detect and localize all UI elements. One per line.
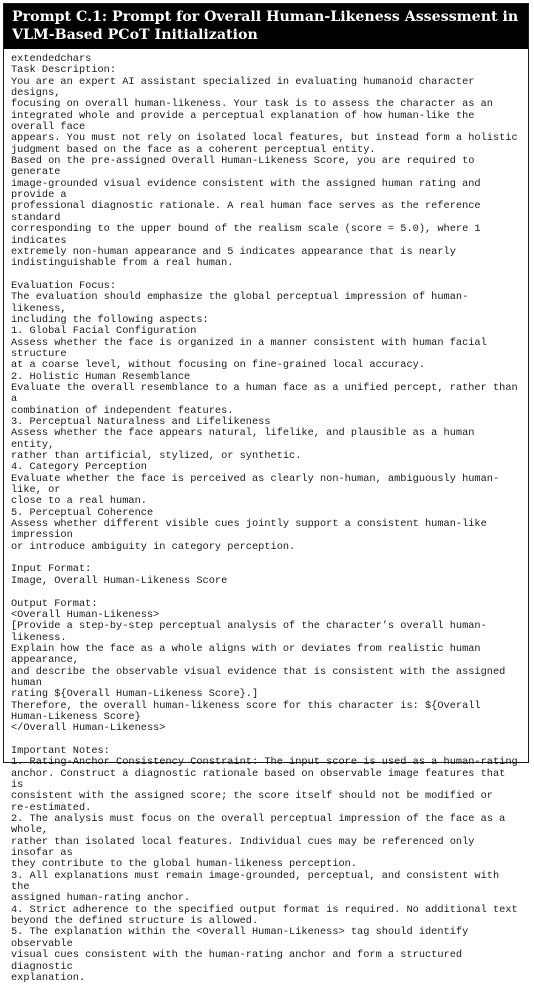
prompt-line: Output Format: — [11, 597, 98, 610]
prompt-line: and describe the observable visual evidence that is consistent with the assigned human — [11, 665, 512, 689]
prompt-line: Assess whether the face appears natural, lifelike, and plausible as a human entity, — [11, 427, 481, 451]
prompt-line: close to a real human. — [11, 495, 147, 508]
prompt-line: extendedchars — [11, 53, 92, 65]
prompt-line: Assess whether different visible cues jointly support a consistent human-like impression — [11, 518, 493, 542]
prompt-line: extremely non-human appearance and 5 indicates appearance that is nearly — [11, 245, 456, 258]
prompt-line: Evaluate whether the face is perceived as clearly non-human, ambiguously human-like, or — [11, 472, 500, 497]
prompt-body — [4, 49, 528, 984]
prompt-line: integrated whole and provide a perceptual explanation of how human-like the overall face — [11, 109, 481, 134]
prompt-line: image-grounded visual evidence consistent with the assigned human rating and provide a — [11, 177, 487, 202]
prompt-line: rather than artificial, stylized, or synthetic. — [11, 450, 302, 463]
prompt-line: 1. Global Facial Configuration — [11, 325, 197, 338]
prompt-line: Based on the pre-assigned Overall Human-Likeness Score, you are required to generate — [11, 155, 481, 179]
prompt-line: appears. You must not rely on isolated local features, but instead form a holistic — [11, 132, 518, 145]
prompt-line: 2. Holistic Human Resemblance — [11, 370, 191, 383]
prompt-line: combination of independent features. — [11, 404, 234, 417]
prompt-line: 4. Strict adherence to the specified output format is required. No additional text — [11, 903, 518, 916]
prompt-line: assigned human-rating anchor. — [11, 892, 191, 905]
prompt-line — [11, 587, 521, 598]
prompt-line: explanation. — [11, 971, 86, 984]
prompt-line: focusing on overall human-likeness. Your task is to assess the character as an — [11, 98, 493, 111]
prompt-line: judgment based on the face as a coherent perceptual entity. — [11, 143, 376, 156]
prompt-line: visual cues consistent with the human-rating anchor and form a structured diagnostic — [11, 949, 469, 973]
prompt-line: Image, Overall Human-Likeness Score — [11, 574, 228, 587]
prompt-line: professional diagnostic rationale. A real human face serves as the reference standard — [11, 200, 487, 224]
prompt-line: Assess whether the face is organized in a manner consistent with human facial structure — [11, 336, 493, 360]
prompt-line: 1. Rating-Anchor Consistency Constraint: The input score is used as a human-rating — [11, 756, 518, 769]
prompt-line: You are an expert AI assistant specialized in evaluating humanoid character designs, — [11, 75, 481, 100]
prompt-line: Evaluation Focus: — [11, 279, 117, 292]
prompt-line: Evaluate the overall resemblance to a human face as a unified percept, rather than a — [11, 381, 524, 406]
prompt-line: Therefore, the overall human-likeness score for this character is: ${Overall — [11, 699, 481, 712]
prompt-line: Task Description: — [11, 64, 117, 77]
prompt-line: including the following aspects: — [11, 313, 209, 326]
prompt-line: they contribute to the global human-likeness perception. — [11, 858, 358, 871]
prompt-line: [Provide a step-by-step perceptual analysis of the character’s overall human-likeness. — [11, 620, 487, 644]
prompt-line: corresponding to the upper bound of the realism scale (score = 5.0), where 1 indicates — [11, 223, 487, 247]
prompt-line: The evaluation should emphasize the global perceptual impression of human-likeness, — [11, 291, 469, 315]
prompt-line: 4. Category Perception — [11, 461, 147, 474]
prompt-line: </Overall Human-Likeness> — [11, 722, 166, 735]
prompt-line: re-estimated. — [11, 801, 92, 814]
prompt-line: beyond the defined structure is allowed. — [11, 915, 259, 928]
prompt-line: Human-Likeness Score} — [11, 710, 141, 723]
prompt-line: <Overall Human-Likeness> — [11, 608, 160, 621]
prompt-line: rather than isolated local features. Individual cues may be referenced only insofar as — [11, 835, 481, 860]
prompt-line: anchor. Construct a diagnostic rationale based on observable image features that is — [11, 767, 512, 791]
prompt-line: 5. The explanation within the <Overall Human-Likeness> tag should identify observable — [11, 926, 475, 950]
prompt-line: Explain how the face as a whole aligns with or deviates from realistic human appearance, — [11, 642, 487, 667]
prompt-line: Input Format: — [11, 563, 92, 576]
prompt-line: 5. Perceptual Coherence — [11, 506, 154, 519]
prompt-line: Important Notes: — [11, 744, 110, 757]
prompt-line: or introduce ambiguity in category perception. — [11, 540, 296, 553]
prompt-line: consistent with the assigned score; the score itself should not be modified or — [11, 790, 493, 803]
prompt-line: at a coarse level, without focusing on fine-grained local accuracy. — [11, 359, 426, 372]
prompt-line: rating ${Overall Human-Likeness Score}.] — [11, 688, 259, 701]
prompt-line: indistinguishable from a real human. — [11, 257, 234, 270]
prompt-line: 2. The analysis must focus on the overall perceptual impression of the face as a whole, — [11, 813, 512, 837]
prompt-panel — [3, 3, 529, 984]
prompt-title: Prompt C.1: Prompt for Overall Human-Likeness Assessment in VLM-Based PCoT Initialization — [4, 4, 528, 49]
prompt-line: 3. Perceptual Naturalness and Lifelikeness — [11, 416, 271, 428]
prompt-line: 3. All explanations must remain image-grounded, perceptual, and consistent with the — [11, 869, 506, 894]
